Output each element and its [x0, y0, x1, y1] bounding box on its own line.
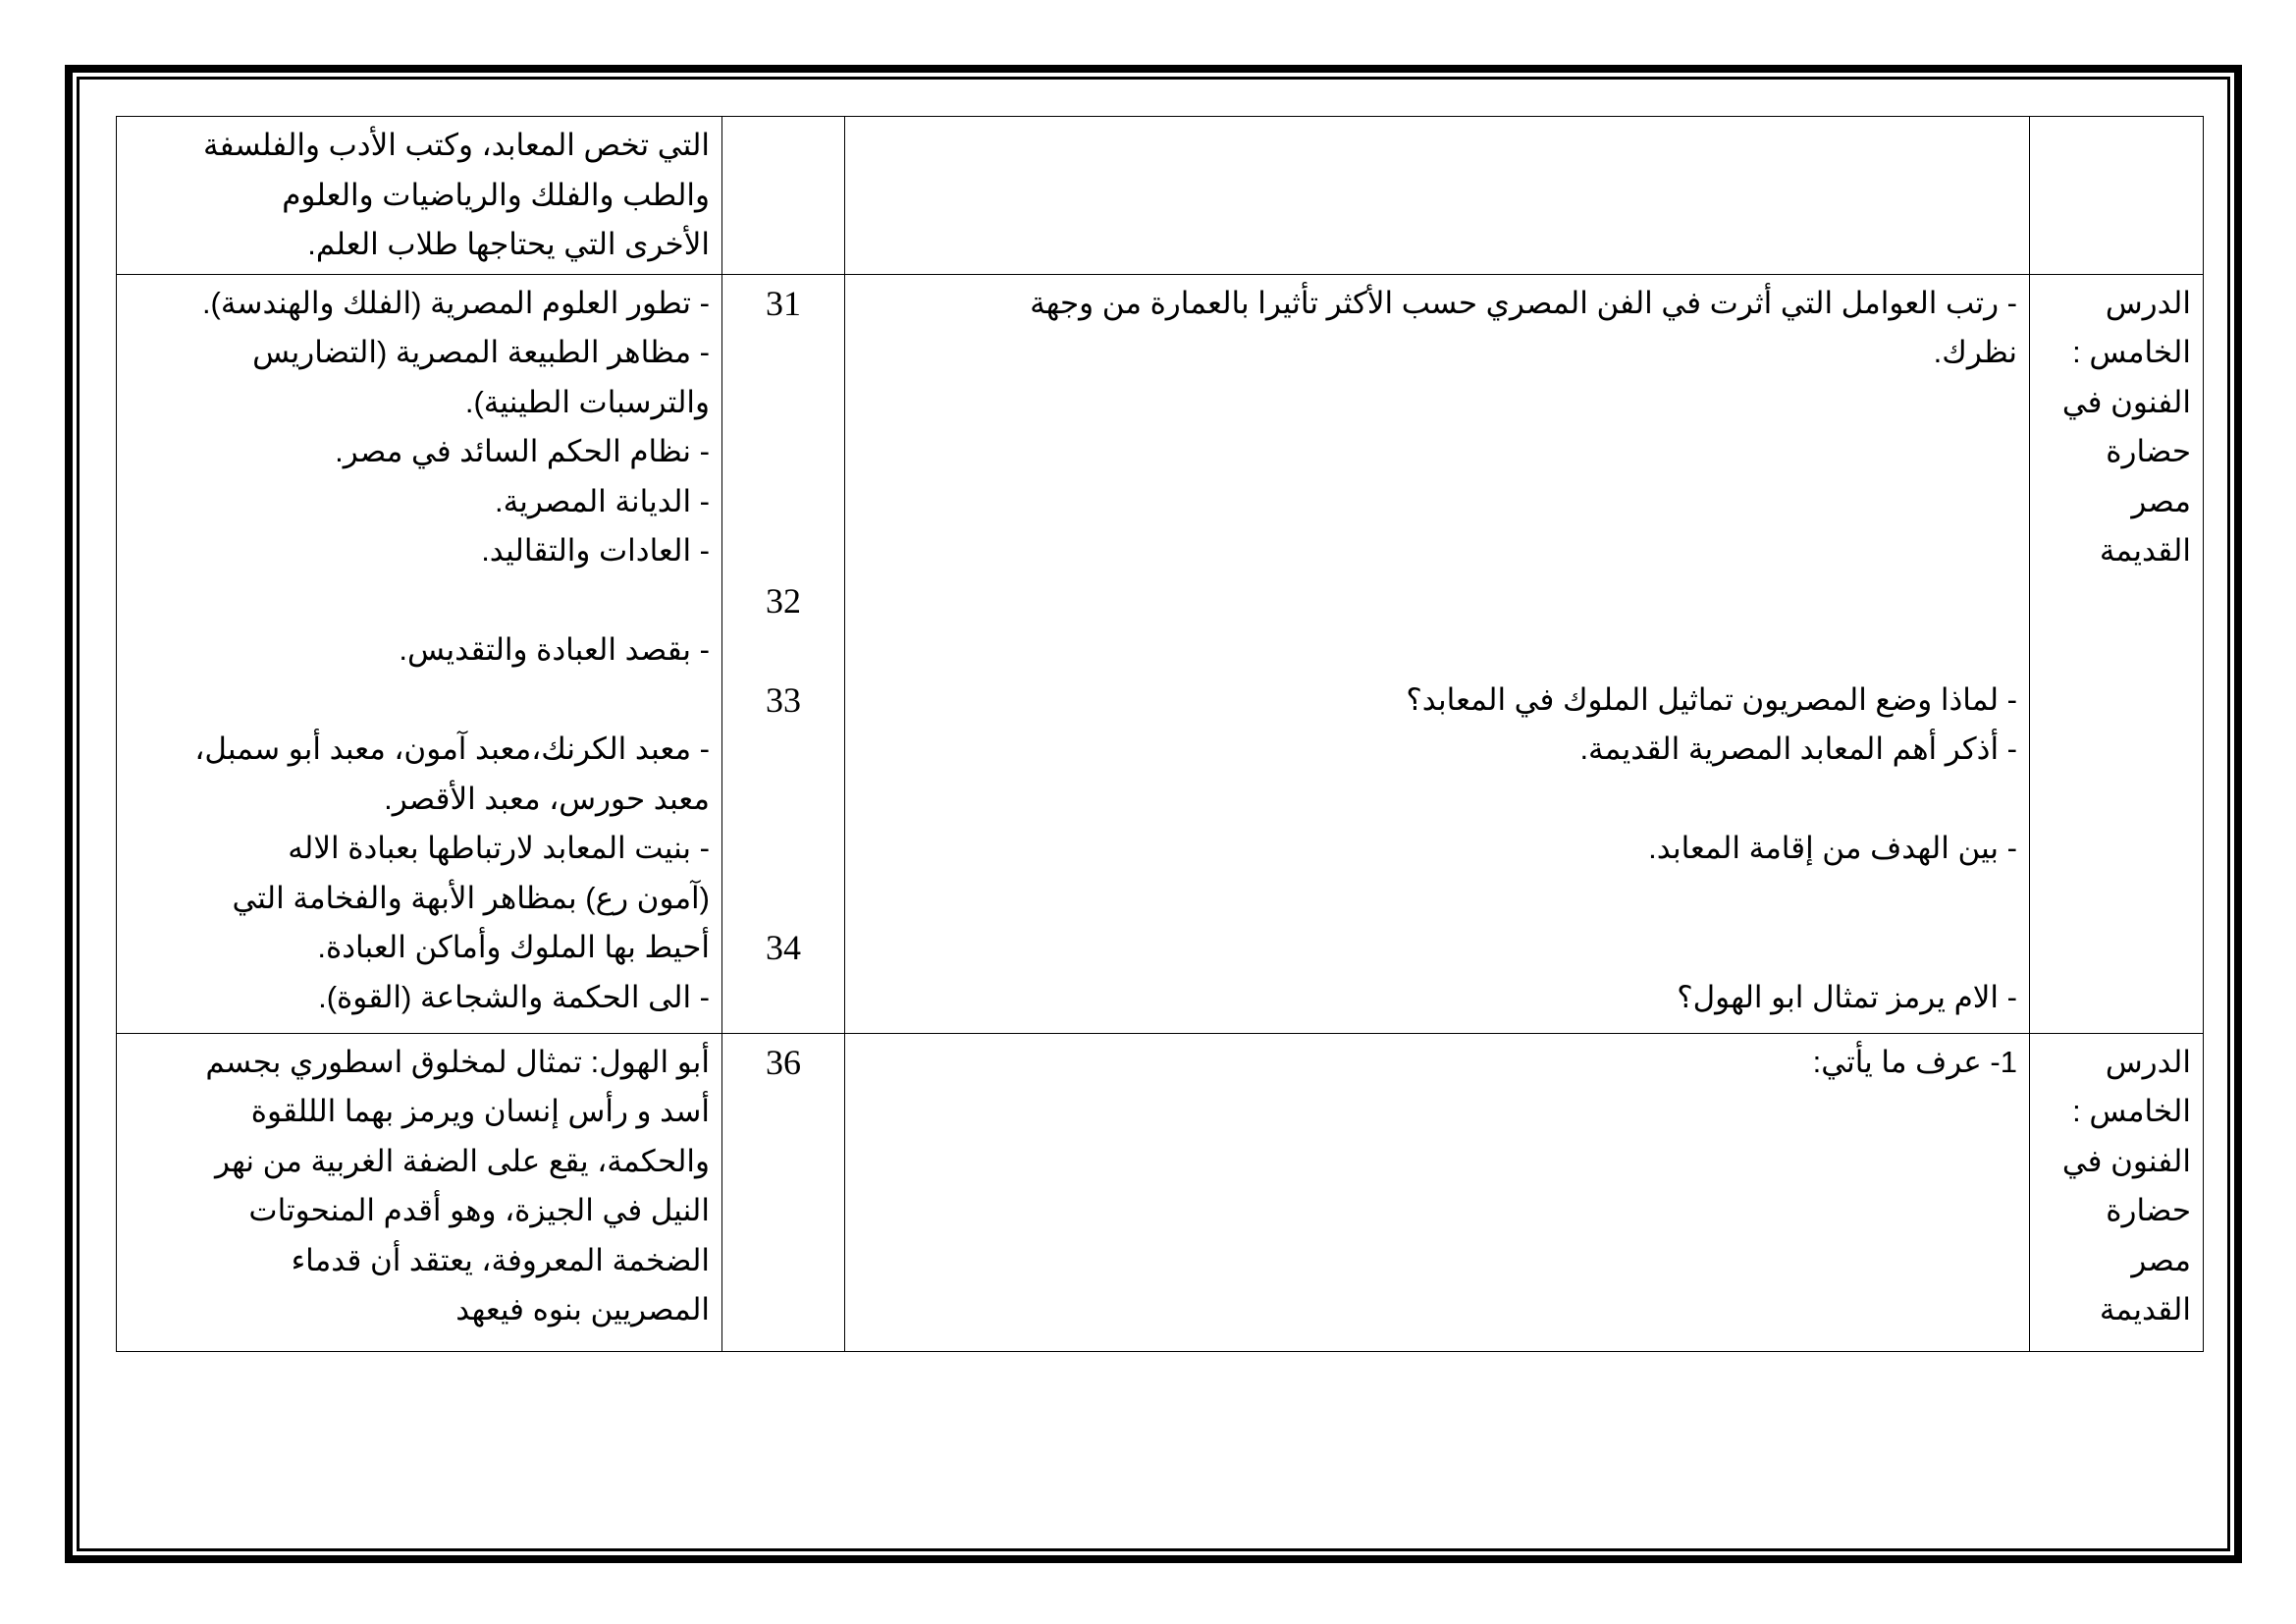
lesson-table [116, 116, 2204, 1352]
table-row [117, 1033, 2204, 1351]
lesson-cell [2030, 1033, 2204, 1351]
question-number: 33 [766, 679, 801, 720]
number-cell [722, 1033, 845, 1351]
question-31-line: - رتب العوامل التي أثرت في الفن المصري حسب الأكثر تأثيرا بالعمارة من وجهة [1030, 285, 2017, 320]
number-cell [722, 274, 845, 1033]
question-34: - الام يرمز تمثال ابو الهول؟ [1677, 979, 2017, 1014]
answer-36-line: المصريين بنوه فيعهد [455, 1292, 710, 1326]
question-33: - أذكر أهم المعابد المصرية القديمة. [1579, 731, 2017, 766]
answer-36-line: أبو الهول: تمثال لمخلوق اسطوري بجسم [205, 1044, 710, 1079]
lesson-line: القديمة [2099, 1292, 2191, 1326]
lesson-line: القديمة [2099, 533, 2191, 568]
question-number: 34 [766, 928, 801, 967]
number-cell [722, 117, 845, 275]
question-cell [845, 1033, 2030, 1351]
lesson-cell [2030, 117, 2204, 275]
lesson-line: الخامس : [2072, 1094, 2191, 1128]
lesson-line: الفنون في [2061, 384, 2191, 419]
answer-line: التي تخص المعابد، وكتب الأدب والفلسفة [203, 128, 710, 162]
lesson-line: الفنون في [2061, 1143, 2191, 1178]
answer-32: - بقصد العبادة والتقديس. [399, 632, 710, 667]
lesson-line: الدرس [2105, 285, 2191, 320]
question-number: 31 [766, 283, 801, 323]
table-row [117, 117, 2204, 275]
lesson-line: حضارة [2106, 1193, 2191, 1227]
answer-33-line: معبد حورس، معبد الأقصر. [384, 781, 710, 816]
answer-cell [117, 274, 722, 1033]
answer-33-line: - معبد الكرنك،معبد آمون، معبد أبو سمبل، [194, 731, 710, 766]
answer-33-line: - بنيت المعابد لارتباطها بعبادة الاله [288, 831, 710, 865]
lesson-line: مصر [2131, 1242, 2191, 1277]
answer-33-line: أحيط بها الملوك وأماكن العبادة. [317, 930, 710, 964]
answer-36-line: والحكمة، يقع على الضفة الغربية من نهر [215, 1143, 710, 1178]
answer-31-line: - تطور العلوم المصرية (الفلك والهندسة). [201, 285, 710, 320]
question-cell [845, 117, 2030, 275]
lesson-line: الدرس [2105, 1044, 2191, 1079]
question-33b: - بين الهدف من إقامة المعابد. [1648, 831, 2017, 865]
answer-31-line: والترسبات الطينية). [464, 384, 710, 419]
answer-31-line: - الديانة المصرية. [494, 483, 710, 518]
answer-33-line: (آمون رع) بمظاهر الأبهة والفخامة التي [232, 880, 710, 915]
answer-31-line: - مظاهر الطبيعة المصرية (التضاريس [252, 335, 710, 369]
answer-line: والطب والفلك والرياضيات والعلوم [282, 177, 710, 212]
answer-line: الأخرى التي يحتاجها طلاب العلم. [307, 227, 710, 261]
lesson-line: مصر [2131, 483, 2191, 518]
question-31-line: نظرك. [1933, 335, 2017, 369]
answer-cell [117, 1033, 722, 1351]
answer-31-line: - نظام الحكم السائد في مصر. [335, 434, 710, 468]
question-number: 36 [766, 1042, 801, 1082]
question-number: 32 [766, 580, 801, 621]
answer-cell [117, 117, 722, 275]
question-36: 1- عرف ما يأتي: [1812, 1044, 2017, 1079]
table-row [117, 274, 2204, 1033]
answer-31-line: - العادات والتقاليد. [481, 533, 710, 568]
answer-34: - الى الحكمة والشجاعة (القوة). [318, 979, 710, 1014]
lesson-cell [2030, 274, 2204, 1033]
question-cell [845, 274, 2030, 1033]
question-32: - لماذا وضع المصريون تماثيل الملوك في المعابد؟ [1406, 681, 2017, 717]
answer-36-line: النيل في الجيزة، وهو أقدم المنحوتات [248, 1193, 710, 1227]
answer-36-line: الضخمة المعروفة، يعتقد أن قدماء [291, 1242, 710, 1277]
lesson-line: الخامس : [2072, 335, 2191, 369]
answer-36-line: أسد و رأس إنسان ويرمز بهما الللقوة [250, 1094, 710, 1128]
lesson-line: حضارة [2106, 434, 2191, 468]
